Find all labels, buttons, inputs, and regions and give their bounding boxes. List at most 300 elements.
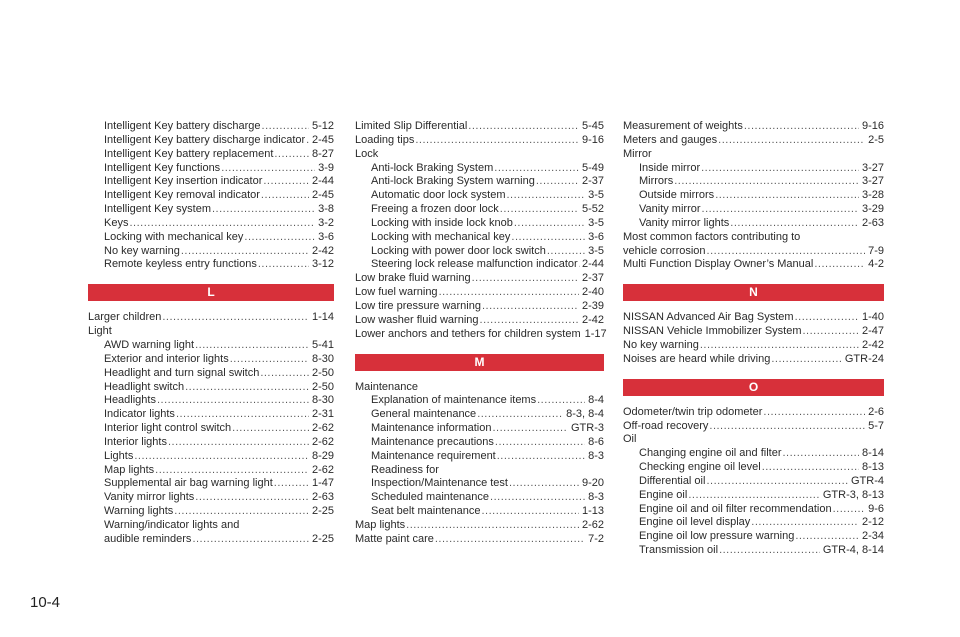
- entry-page-ref: 8-30: [311, 352, 334, 365]
- index-entry: [355, 148, 604, 162]
- entry-term: Intelligent Key removal indicator: [104, 189, 260, 202]
- entry-term: NISSAN Advanced Air Bag System: [623, 311, 794, 324]
- index-entry: [623, 353, 884, 367]
- entry-term: Limited Slip Differential: [355, 120, 468, 132]
- entry-page-ref: 2-44: [581, 258, 604, 271]
- entry-page-ref: 2-31: [311, 408, 334, 421]
- index-subentry: [623, 162, 884, 176]
- index-subentry: [355, 394, 604, 408]
- dot-leader: [185, 381, 309, 395]
- entry-term: Intelligent Key functions: [104, 161, 221, 174]
- entry-page-ref: 2-50: [311, 366, 334, 379]
- entry-page-ref: 3-27: [861, 175, 884, 188]
- index-subentry: [623, 516, 884, 530]
- entry-term: No key warning: [104, 244, 180, 257]
- index-subentry: [88, 134, 334, 148]
- index-column-1: [88, 120, 334, 547]
- entry-page-ref: 3-6: [318, 230, 334, 243]
- entry-term: Vanity mirror lights: [639, 216, 730, 229]
- entry-page-ref: 3-12: [311, 258, 334, 271]
- entry-term: Matte paint care: [355, 532, 434, 545]
- dot-leader: [244, 231, 315, 245]
- entry-page-ref: 1-47: [311, 477, 334, 490]
- entry-term: Seat belt maintenance: [371, 505, 481, 518]
- entry-term: Low washer fluid warning: [355, 313, 479, 326]
- dot-leader: [306, 134, 309, 148]
- entry-page-ref: 3-27: [861, 161, 884, 174]
- entry-term: Meters and gauges: [623, 133, 718, 146]
- entry-page-ref: 9-16: [861, 120, 884, 132]
- entry-page-ref: 5-52: [581, 203, 604, 216]
- entry-term: Vanity mirror: [639, 203, 701, 216]
- entry-page-ref: 2-39: [581, 299, 604, 312]
- entry-page-ref: 3-8: [318, 203, 334, 216]
- dot-leader: [833, 503, 865, 517]
- index-subentry: [88, 148, 334, 162]
- dot-leader: [155, 464, 309, 478]
- dot-leader: [762, 461, 859, 475]
- entry-term: Headlights: [104, 394, 156, 407]
- dot-leader: [260, 367, 309, 381]
- index-entry: [623, 245, 884, 259]
- entry-page-ref: GTR-3, 8-13: [822, 488, 884, 501]
- entry-page-ref: GTR-4, 8-14: [822, 544, 884, 557]
- dot-leader: [494, 162, 579, 176]
- index-subentry: [88, 258, 334, 272]
- dot-leader: [232, 422, 309, 436]
- index-subentry: [355, 245, 604, 259]
- entry-term: Warning lights: [104, 505, 174, 518]
- index-column-3: [623, 120, 884, 558]
- index-entry: [355, 120, 604, 134]
- entry-term: Oil: [623, 433, 637, 446]
- dot-leader: [176, 408, 309, 422]
- dot-leader: [702, 203, 859, 217]
- entry-page-ref: 2-63: [861, 216, 884, 229]
- index-subentry: [88, 450, 334, 464]
- index-entry: [355, 327, 607, 342]
- entry-term: Locking with power door lock switch: [371, 244, 546, 257]
- index-subentry: [88, 381, 334, 395]
- index-entry: [88, 325, 334, 339]
- dot-leader: [497, 450, 585, 464]
- dot-leader: [771, 353, 842, 367]
- dot-leader: [162, 311, 309, 325]
- index-entry: [88, 311, 334, 325]
- index-entry: [355, 300, 604, 314]
- index-subentry: [88, 491, 334, 505]
- index-subentry: [355, 408, 604, 422]
- entry-page-ref: 2-6: [868, 405, 884, 418]
- entry-page-ref: 3-5: [588, 216, 604, 229]
- entry-page-ref: 8-14: [861, 447, 884, 460]
- entry-page-ref: GTR-4: [851, 474, 884, 487]
- index-entry: [355, 519, 604, 533]
- entry-term: General maintenance: [371, 408, 477, 421]
- entry-term: vehicle corrosion: [623, 244, 706, 257]
- entry-term: Map lights: [104, 463, 155, 476]
- entry-page-ref: 5-41: [311, 338, 334, 351]
- entry-page-ref: 1-14: [311, 311, 334, 324]
- index-subentry: [355, 464, 604, 478]
- index-subentry: [623, 447, 884, 461]
- index-subentry: [88, 464, 334, 478]
- index-subentry: [88, 353, 334, 367]
- index-subentry: [88, 408, 334, 422]
- dot-leader: [688, 489, 820, 503]
- entry-term: Vanity mirror lights: [104, 491, 195, 504]
- index-subentry: [355, 422, 604, 436]
- entry-term: Supplemental air bag warning light: [104, 477, 273, 490]
- entry-page-ref: 8-3: [588, 491, 604, 504]
- entry-term: Engine oil: [639, 488, 688, 501]
- index-entry: [623, 311, 884, 325]
- entry-page-ref: 2-62: [311, 463, 334, 476]
- dot-leader: [795, 311, 859, 325]
- entry-page-ref: 2-5: [868, 133, 884, 146]
- dot-leader: [482, 300, 579, 314]
- index-column-2: [355, 120, 607, 547]
- entry-page-ref: 2-62: [311, 435, 334, 448]
- entry-page-ref: 8-4: [588, 394, 604, 407]
- dot-leader: [181, 245, 309, 259]
- entry-page-ref: 3-2: [318, 216, 334, 229]
- entry-page-ref: 3-29: [861, 203, 884, 216]
- dot-leader: [221, 162, 315, 176]
- entry-page-ref: 8-30: [311, 394, 334, 407]
- entry-page-ref: 4-2: [868, 258, 884, 271]
- dot-leader: [406, 519, 579, 533]
- entry-page-ref: 2-42: [861, 338, 884, 351]
- entry-page-ref: 3-9: [318, 161, 334, 174]
- entry-term: NISSAN Vehicle Immobilizer System: [623, 325, 802, 338]
- entry-page-ref: 2-42: [311, 244, 334, 257]
- entry-page-ref: 2-47: [861, 325, 884, 338]
- dot-leader: [751, 516, 859, 530]
- entry-term: Measurement of weights: [623, 120, 743, 132]
- dot-leader: [709, 420, 865, 434]
- index-subentry: [88, 533, 334, 547]
- dot-leader: [511, 231, 585, 245]
- entry-page-ref: 9-16: [581, 133, 604, 146]
- index-subentry: [355, 450, 604, 464]
- entry-term: Warning/indicator lights and: [104, 518, 240, 531]
- entry-page-ref: 2-40: [581, 286, 604, 299]
- entry-term: Interior lights: [104, 435, 167, 448]
- index-subentry: [355, 258, 604, 272]
- dot-leader: [495, 436, 585, 450]
- entry-page-ref: 2-50: [311, 380, 334, 393]
- entry-term: Intelligent Key system: [104, 203, 211, 216]
- entry-page-ref: 3-5: [588, 189, 604, 202]
- index-entry: [623, 339, 884, 353]
- index-subentry: [88, 203, 334, 217]
- entry-page-ref: 2-37: [581, 272, 604, 285]
- dot-leader: [718, 134, 865, 148]
- index-entry: [623, 325, 884, 339]
- entry-term: Locking with mechanical key: [371, 230, 511, 243]
- dot-leader: [168, 436, 309, 450]
- dot-leader: [674, 175, 859, 189]
- index-subentry: [355, 436, 604, 450]
- entry-page-ref: 2-37: [581, 175, 604, 188]
- entry-term: Loading tips: [355, 133, 415, 146]
- entry-page-ref: 3-6: [588, 230, 604, 243]
- entry-page-ref: 3-5: [588, 244, 604, 257]
- dot-leader: [509, 477, 579, 491]
- entry-term: Exterior and interior lights: [104, 352, 229, 365]
- entry-term: Indicator lights: [104, 408, 175, 421]
- entry-term: Lower anchors and tethers for children system: [355, 327, 581, 340]
- dot-leader: [439, 286, 579, 300]
- dot-leader: [263, 175, 309, 189]
- index-entry: [355, 533, 604, 547]
- entry-page-ref: 3-28: [861, 189, 884, 202]
- entry-term: Light: [88, 325, 112, 338]
- dot-leader: [536, 175, 579, 189]
- entry-page-ref: 8-3, 8-4: [566, 408, 604, 421]
- dot-leader: [134, 450, 309, 464]
- entry-page-ref: 2-62: [581, 518, 604, 531]
- index-subentry: [623, 530, 884, 544]
- dot-leader: [763, 406, 865, 420]
- entry-term: Scheduled maintenance: [371, 491, 490, 504]
- index-subentry: [355, 217, 604, 231]
- entry-term: AWD warning light: [104, 338, 195, 351]
- dot-leader: [157, 394, 309, 408]
- dot-leader: [795, 530, 859, 544]
- entry-term: Maintenance information: [371, 422, 492, 435]
- entry-term: Keys: [104, 216, 129, 229]
- index-subentry: [355, 477, 604, 491]
- index-subentry: [355, 231, 604, 245]
- entry-term: Engine oil level display: [639, 516, 751, 529]
- entry-term: Lights: [104, 449, 134, 462]
- index-subentry: [88, 394, 334, 408]
- entry-page-ref: 9-6: [868, 502, 884, 515]
- index-entry: [623, 231, 884, 245]
- index-entry: [355, 381, 604, 395]
- entry-page-ref: 2-45: [311, 189, 334, 202]
- index-subentry: [355, 491, 604, 505]
- entry-term: Headlight switch: [104, 380, 185, 393]
- dot-leader: [472, 272, 579, 286]
- section-header-m: M: [355, 354, 604, 371]
- dot-leader: [719, 544, 820, 558]
- entry-term: Freeing a frozen door lock: [371, 203, 499, 216]
- index-subentry: [623, 503, 884, 517]
- entry-term: Low tire pressure warning: [355, 299, 481, 312]
- entry-page-ref: 2-62: [311, 422, 334, 435]
- dot-leader: [537, 394, 585, 408]
- index-subentry: [355, 203, 604, 217]
- index-subentry: [623, 217, 884, 231]
- entry-page-ref: GTR-3: [571, 422, 604, 435]
- entry-page-ref: 2-42: [581, 313, 604, 326]
- dot-leader: [707, 245, 866, 259]
- entry-page-ref: 2-45: [311, 133, 334, 146]
- dot-leader: [500, 203, 579, 217]
- index-entry: [355, 314, 604, 328]
- entry-page-ref: 8-29: [311, 449, 334, 462]
- entry-page-ref: 5-45: [581, 120, 604, 132]
- entry-page-ref: 5-7: [868, 419, 884, 432]
- entry-term: Mirror: [623, 147, 652, 160]
- index-subentry: [623, 175, 884, 189]
- index-subentry: [88, 367, 334, 381]
- entry-page-ref: GTR-24: [844, 352, 884, 365]
- dot-leader: [730, 217, 859, 231]
- index-subentry: [623, 203, 884, 217]
- entry-term: Locking with mechanical key: [104, 230, 244, 243]
- entry-term: Intelligent Key insertion indicator: [104, 175, 263, 188]
- entry-page-ref: 8-27: [311, 147, 334, 160]
- dot-leader: [258, 258, 309, 272]
- section-header-o: O: [623, 379, 884, 396]
- index-subentry: [355, 162, 604, 176]
- entry-term: Intelligent Key battery replacement: [104, 147, 274, 160]
- entry-term: Intelligent Key battery discharge: [104, 120, 261, 132]
- dot-leader: [481, 505, 579, 519]
- entry-term: No key warning: [623, 338, 699, 351]
- dot-leader: [129, 217, 315, 231]
- dot-leader: [715, 189, 859, 203]
- dot-leader: [174, 505, 309, 519]
- index-subentry: [623, 461, 884, 475]
- entry-term: Larger children: [88, 311, 162, 324]
- entry-term: Low brake fluid warning: [355, 272, 471, 285]
- index-entry: [623, 148, 884, 162]
- dot-leader: [480, 314, 579, 328]
- dot-leader: [262, 120, 309, 134]
- entry-term: Automatic door lock system: [371, 189, 506, 202]
- index-subentry: [88, 519, 334, 533]
- dot-leader: [192, 533, 309, 547]
- index-entry: [355, 272, 604, 286]
- entry-page-ref: 2-25: [311, 532, 334, 545]
- dot-leader: [547, 245, 585, 259]
- index-subentry: [88, 436, 334, 450]
- index-subentry: [623, 189, 884, 203]
- entry-term: Interior light control switch: [104, 422, 232, 435]
- entry-term: Intelligent Key battery discharge indicator: [104, 133, 306, 146]
- section-header-l: L: [88, 284, 334, 301]
- index-subentry: [88, 339, 334, 353]
- dot-leader: [514, 217, 585, 231]
- entry-term: Transmission oil: [639, 544, 719, 557]
- index-entry: [355, 134, 604, 148]
- entry-page-ref: 8-6: [588, 435, 604, 448]
- dot-leader: [468, 120, 579, 134]
- index-subentry: [88, 231, 334, 245]
- index-subentry: [88, 175, 334, 189]
- dot-leader: [706, 475, 848, 489]
- index-subentry: [88, 120, 334, 134]
- dot-leader: [435, 533, 585, 547]
- entry-term: audible reminders: [104, 532, 192, 545]
- entry-term: Inside mirror: [639, 161, 701, 174]
- entry-page-ref: 8-13: [861, 461, 884, 474]
- index-subentry: [623, 475, 884, 489]
- entry-term: Low fuel warning: [355, 286, 438, 299]
- entry-page-ref: 7-9: [868, 244, 884, 257]
- section-header-n: N: [623, 284, 884, 301]
- dot-leader: [195, 491, 309, 505]
- dot-leader: [261, 189, 309, 203]
- entry-term: Anti-lock Braking System warning: [371, 175, 535, 188]
- dot-leader: [700, 339, 859, 353]
- entry-term: Mirrors: [639, 175, 674, 188]
- entry-page-ref: 2-63: [311, 491, 334, 504]
- index-subentry: [88, 422, 334, 436]
- dot-leader: [477, 408, 563, 422]
- entry-term: Checking engine oil level: [639, 461, 761, 474]
- index-subentry: [88, 217, 334, 231]
- entry-term: Steering lock release malfunction indicator: [371, 258, 578, 271]
- index-entry: [623, 134, 884, 148]
- entry-term: Maintenance: [355, 380, 418, 393]
- entry-page-ref: 1-17: [584, 327, 607, 340]
- entry-term: Explanation of maintenance items: [371, 394, 537, 407]
- entry-term: Engine oil low pressure warning: [639, 530, 795, 543]
- index-subentry: [88, 189, 334, 203]
- entry-page-ref: 9-20: [581, 477, 604, 490]
- dot-leader: [490, 491, 585, 505]
- entry-term: Most common factors contributing to: [623, 230, 801, 243]
- dot-leader: [814, 258, 865, 272]
- entry-page-ref: 1-13: [581, 505, 604, 518]
- entry-page-ref: 8-3: [588, 449, 604, 462]
- dot-leader: [195, 339, 309, 353]
- entry-term: Changing engine oil and filter: [639, 447, 782, 460]
- entry-term: Anti-lock Braking System: [371, 161, 494, 174]
- entry-page-ref: 7-2: [588, 532, 604, 545]
- entry-term: Outside mirrors: [639, 189, 715, 202]
- dot-leader: [744, 120, 859, 134]
- dot-leader: [230, 353, 309, 367]
- entry-term: Locking with inside lock knob: [371, 216, 513, 229]
- entry-page-ref: 2-25: [311, 505, 334, 518]
- entry-term: Lock: [355, 147, 379, 160]
- dot-leader: [274, 148, 309, 162]
- entry-term: Map lights: [355, 518, 406, 531]
- dot-leader: [492, 422, 568, 436]
- dot-leader: [507, 189, 586, 203]
- entry-page-ref: 5-49: [581, 161, 604, 174]
- entry-term: Engine oil and oil filter recommendation: [639, 502, 832, 515]
- entry-page-ref: 2-44: [311, 175, 334, 188]
- entry-term: Inspection/Maintenance test: [371, 477, 508, 490]
- index-subentry: [355, 505, 604, 519]
- entry-term: Noises are heard while driving: [623, 352, 771, 365]
- entry-term: Differential oil: [639, 474, 706, 487]
- index-subentry: [355, 189, 604, 203]
- index-subentry: [623, 544, 884, 558]
- dot-leader: [274, 477, 309, 491]
- entry-term: Maintenance requirement: [371, 449, 496, 462]
- entry-term: Multi Function Display Owner’s Manual: [623, 258, 814, 271]
- dot-leader: [701, 162, 859, 176]
- entry-page-ref: 2-34: [861, 530, 884, 543]
- dot-leader: [803, 325, 859, 339]
- entry-term: Remote keyless entry functions: [104, 258, 257, 271]
- entry-page-ref: 5-12: [311, 120, 334, 132]
- index-subentry: [355, 175, 604, 189]
- index-entry: [623, 258, 884, 272]
- index-subentry: [88, 477, 334, 491]
- index-subentry: [623, 489, 884, 503]
- index-entry: [623, 433, 884, 447]
